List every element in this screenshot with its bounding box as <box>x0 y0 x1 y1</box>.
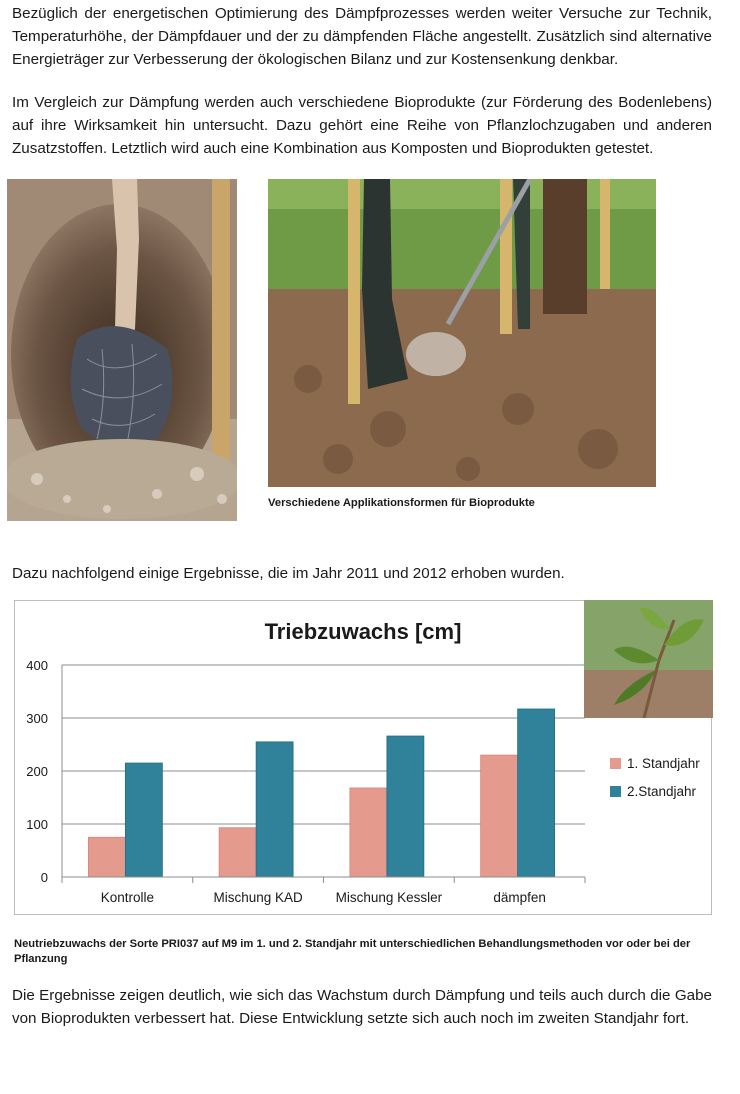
bar-standjahr-2 <box>518 709 555 877</box>
bar-standjahr-1 <box>481 755 518 877</box>
x-tick-label: Mischung Kessler <box>335 890 443 905</box>
x-tick-label: Kontrolle <box>100 890 155 905</box>
y-tick-label: 300 <box>26 711 48 726</box>
legend-swatch <box>610 758 621 769</box>
x-tick-label: Mischung KAD <box>213 890 303 905</box>
results-intro-paragraph: Dazu nachfolgend einige Ergebnisse, die im Jahr 2011 und 2012 erhoben wurden. <box>12 565 565 582</box>
bar-standjahr-2 <box>125 763 162 877</box>
conclusion-paragraph: Die Ergebnisse zeigen deutlich, wie sich das Wachstum durch Dämpfung und teils auch durch die Gabe von Bioprodukten verbessert hat. Diese Entwicklung setzte sich auch noch im zweiten Standjahr fort. <box>12 987 712 1027</box>
legend-swatch <box>610 786 621 797</box>
photo-caption: Verschiedene Applikationsformen für Bioprodukte <box>268 497 535 509</box>
y-tick-label: 100 <box>26 817 48 832</box>
chart-title: Triebzuwachs [cm] <box>264 619 462 644</box>
y-tick-label: 200 <box>26 764 48 779</box>
leaf-photo <box>584 600 713 718</box>
bar-standjahr-1 <box>219 828 256 877</box>
bar-standjahr-1 <box>88 837 125 877</box>
x-tick-label: dämpfen <box>493 890 546 905</box>
chart-caption: Neutriebzuwachs der Sorte PRI037 auf M9 im 1. und 2. Standjahr mit unterschiedlichen Behandlungsmethoden vor oder bei der Pflanzung <box>14 938 691 965</box>
y-tick-label: 400 <box>26 658 48 673</box>
bar-standjahr-1 <box>350 788 387 877</box>
intro-paragraph-energy: Bezüglich der energetischen Optimierung des Dämpfprozesses werden weiter Versuche zur Technik, Temperaturhöhe, der Dämpfdauer und der zu dämpfenden Fläche angestellt. Zusätzlich sind alternative Energieträger zur Verbesserung der ökologischen Bilanz und zur Kostensenkung denkbar. <box>12 5 712 68</box>
intro-paragraph-bioproducts: Im Vergleich zur Dämpfung werden auch verschiedene Bioprodukte (zur Förderung des Bodenlebens) auf ihre Wirksamkeit hin untersucht. Dazu gehört eine Reihe von Pflanzlochzugaben und anderen Zusatzstoffen. Letztlich wird auch eine Kombination aus Komposten und Bioprodukten getestet. <box>12 94 712 157</box>
bioproduct-spraying-photo <box>268 179 656 487</box>
planting-hole-photo <box>7 179 237 521</box>
legend-label: 1. Standjahr <box>627 756 700 771</box>
legend-label: 2.Standjahr <box>627 784 697 799</box>
bar-standjahr-2 <box>387 736 424 877</box>
y-tick-label: 0 <box>40 870 48 885</box>
bar-standjahr-2 <box>256 742 293 877</box>
